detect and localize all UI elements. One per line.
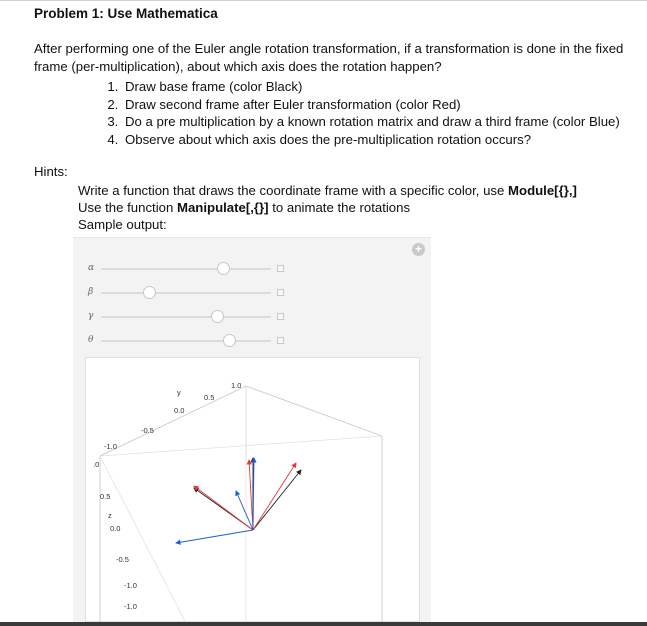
tick-label: 0.5 [100,492,111,501]
tick-label: 0.0 [174,406,185,415]
manipulate-keyword: Manipulate[,{}] [176,200,269,215]
hint-module: Write a function that draws the coordinate frame with a specific color, use Module[{},] [78,183,577,198]
page-title: Problem 1: Use Mathematica [34,6,218,21]
slider-label-gamma: γ [88,311,94,321]
z-axis-label: z [108,511,112,520]
slider-thumb-beta[interactable] [143,286,156,299]
intro-paragraph: After performing one of the Euler angle rotation transformation, if a transformation is done in the fixed frame (per-multiplication), about which axis does the rotation happen? [34,41,624,74]
frame-arrows [176,458,301,543]
second-frame-z-arrow [249,460,253,530]
list-item: 2. Draw second frame after Euler transformation (color Red) [122,96,647,114]
slider-thumb-gamma[interactable] [211,310,224,323]
tick-label: -0.5 [141,426,154,435]
y-axis-label: y [177,388,181,397]
second-frame-x-arrow [194,486,253,530]
slider-gamma[interactable] [101,316,271,318]
slider-theta[interactable] [101,340,271,342]
top-rule [0,0,647,1]
tick-label: 1.0 [231,381,242,390]
slider-thumb-theta[interactable] [223,334,236,347]
hints-label: Hints: [34,164,68,179]
slider-alpha[interactable] [101,268,271,270]
tick-label: 0.0 [110,524,121,533]
base-frame-y-arrow [253,470,301,530]
steps-list [78,78,647,148]
bottom-bar [0,622,647,626]
third-frame-x-arrow [176,530,253,543]
hint-sample: Sample output: [78,217,167,232]
slider-label-theta: θ [88,335,94,345]
plus-circle-icon[interactable]: + [412,243,425,256]
slider-options-button[interactable] [277,337,284,344]
tick-label: 0.5 [204,393,215,402]
hint-manipulate: Use the function Manipulate[,{}] to animate the rotations [78,200,411,215]
tick-label: -1.0 [124,581,137,590]
tick-label: .0 [93,460,100,469]
list-item: 4. Observe about which axis does the pre-multiplication rotation occurs? [122,131,647,149]
slider-options-button[interactable] [277,265,284,272]
tick-label: -1.0 [104,442,117,451]
bounding-box [100,386,382,623]
plot-3d[interactable] [85,357,420,622]
tick-label: -0.5 [116,555,129,564]
module-keyword: Module[{},] [508,183,577,198]
list-item: 3. Do a pre multiplication by a known rotation matrix and draw a third frame (color Blue) [122,113,647,131]
list-item: 1. Draw base frame (color Black) [122,78,647,96]
tick-label: -1.0 [124,602,137,611]
slider-beta[interactable] [101,292,271,294]
slider-label-alpha: α [88,263,95,273]
second-frame-y-arrow [253,463,296,530]
slider-label-beta: β [88,287,94,297]
slider-options-button[interactable] [277,313,284,320]
slider-options-button[interactable] [277,289,284,296]
plot-3d-canvas [86,358,421,623]
